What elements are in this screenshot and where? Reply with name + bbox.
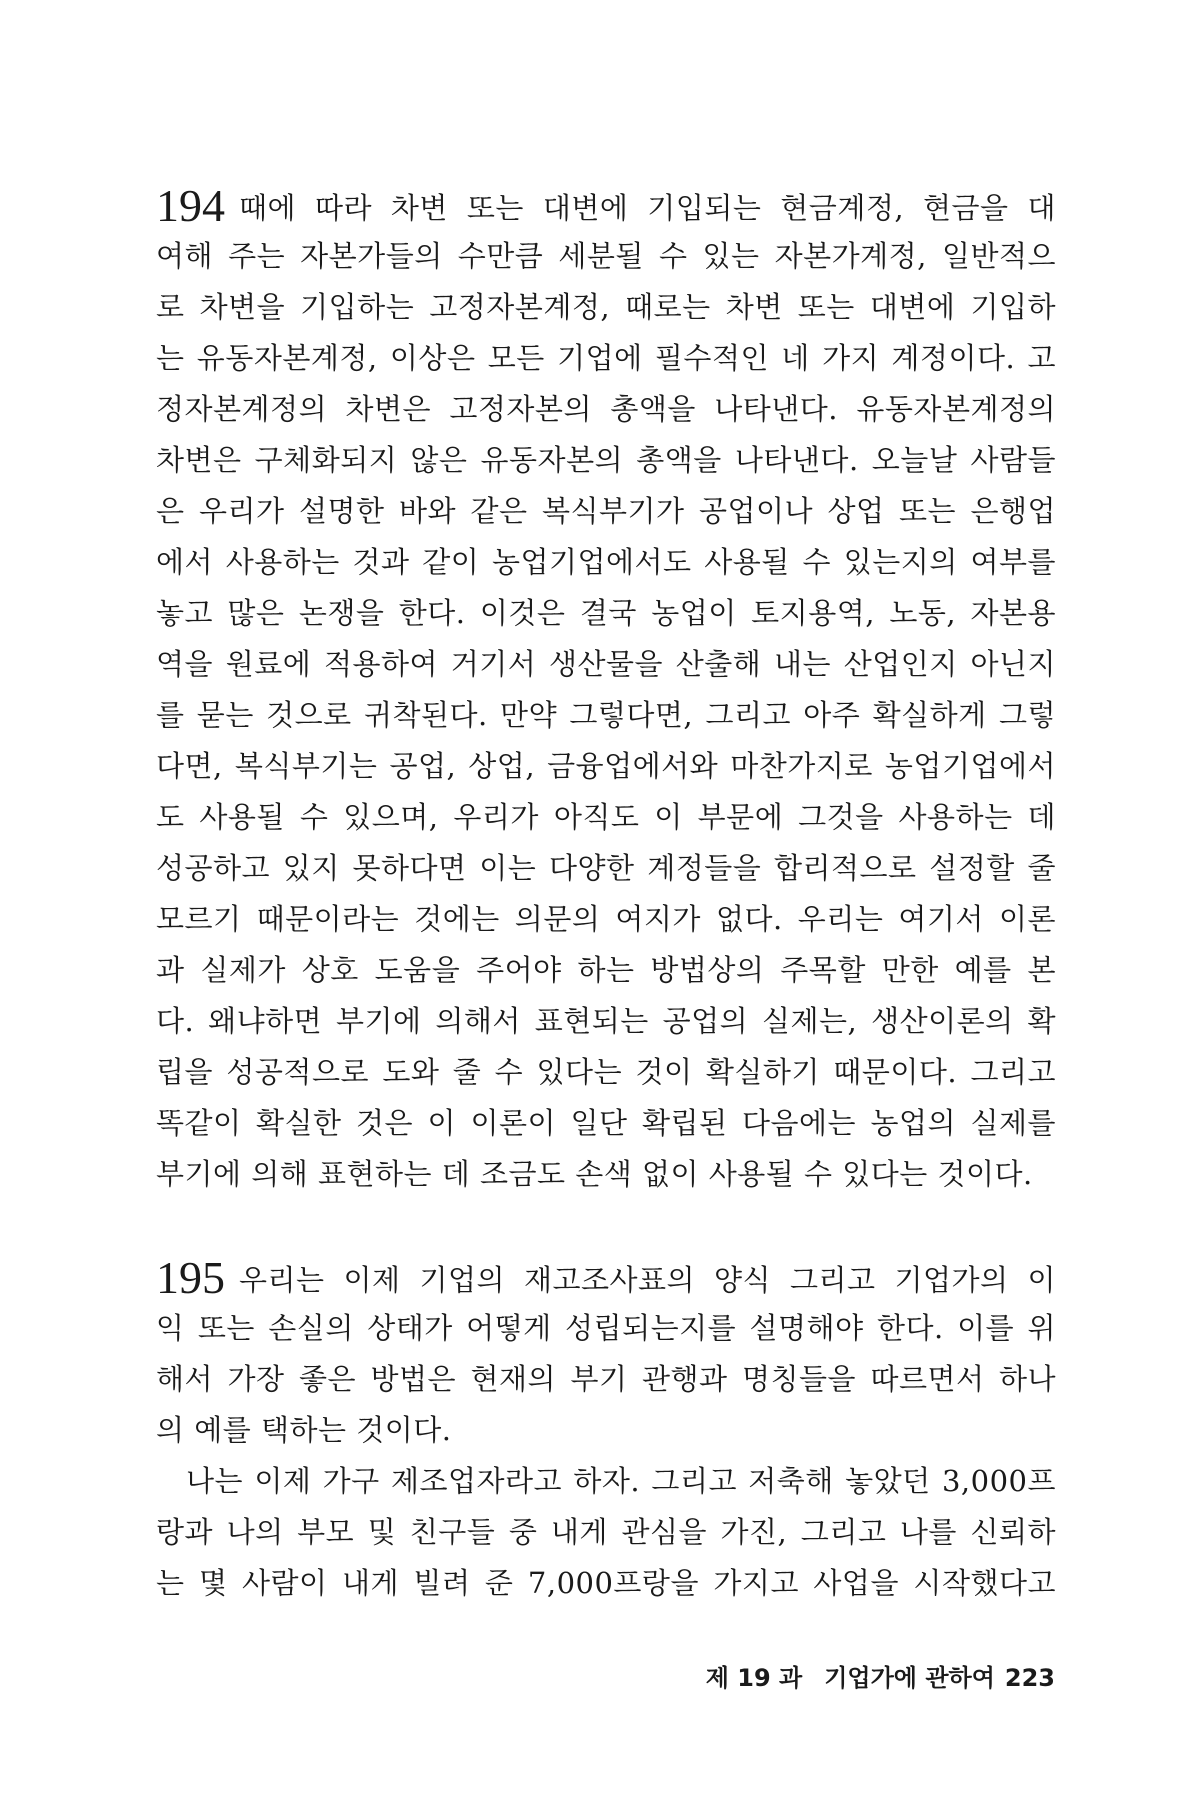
page-number: 223: [1004, 1664, 1055, 1692]
text-line: 의 예를 택하는 것이다.: [156, 1413, 452, 1447]
text-line: 립을 성공적으로 도와 줄 수 있다는 것이 확실하기 때문이다. 그리고: [156, 1055, 1056, 1089]
text-line: 랑과 나의 부모 및 친구들 중 내게 관심을 가진, 그리고 나를 신뢰하: [156, 1515, 1056, 1549]
text-line: 나는 이제 가구 제조업자라고 하자. 그리고 저축해 놓았던 3,000프: [186, 1464, 1056, 1498]
text-line: 모르기 때문이라는 것에는 의문의 여지가 없다. 우리는 여기서 이론: [156, 902, 1056, 936]
text-line: 차변은 구체화되지 않은 유동자본의 총액을 나타낸다. 오늘날 사람들: [156, 443, 1056, 477]
text-line: 도 사용될 수 있으며, 우리가 아직도 이 부문에 그것을 사용하는 데: [156, 800, 1056, 834]
page-body: [156, 180, 1056, 1609]
section-number: 194: [156, 180, 225, 231]
text-line: 다면, 복식부기는 공업, 상업, 금융업에서와 마찬가지로 농업기업에서: [156, 749, 1056, 783]
text-line: 익 또는 손실의 상태가 어떻게 성립되는지를 설명해야 한다. 이를 위: [156, 1311, 1056, 1345]
footer-chapter: 제 19 과: [705, 1664, 803, 1692]
section-number: 195: [156, 1252, 225, 1303]
text-line: 성공하고 있지 못하다면 이는 다양한 계정들을 합리적으로 설정할 줄: [156, 851, 1056, 885]
text-line: 똑같이 확실한 것은 이 이론이 일단 확립된 다음에는 농업의 실제를: [156, 1106, 1056, 1140]
running-footer: [706, 1658, 1055, 1693]
text-line: 은 우리가 설명한 바와 같은 복식부기가 공업이나 상업 또는 은행업: [156, 494, 1056, 528]
text-line: 해서 가장 좋은 방법은 현재의 부기 관행과 명칭들을 따르면서 하나: [156, 1362, 1056, 1396]
text-line: 역을 원료에 적용하여 거기서 생산물을 산출해 내는 산업인지 아닌지: [156, 647, 1056, 681]
footer-title: 기업가에 관하여: [824, 1664, 995, 1692]
text-line: 로 차변을 기입하는 고정자본계정, 때로는 차변 또는 대변에 기입하: [156, 290, 1056, 324]
text-line: 를 묻는 것으로 귀착된다. 만약 그렇다면, 그리고 아주 확실하게 그렇: [156, 698, 1056, 732]
text-line: 놓고 많은 논쟁을 한다. 이것은 결국 농업이 토지용역, 노동, 자본용: [156, 596, 1056, 630]
line-text: 우리는 이제 기업의 재고조사표의 양식 그리고 기업가의 이: [239, 1263, 1056, 1297]
paragraph-gap: [156, 1200, 1056, 1252]
section-194: [156, 180, 1056, 1200]
text-line: 에서 사용하는 것과 같이 농업기업에서도 사용될 수 있는지의 여부를: [156, 545, 1056, 579]
section-195: [156, 1252, 1056, 1609]
text-line: 정자본계정의 차변은 고정자본의 총액을 나타낸다. 유동자본계정의: [156, 392, 1056, 426]
text-line: [156, 1252, 1056, 1303]
text-line: 는 유동자본계정, 이상은 모든 기업에 필수적인 네 가지 계정이다. 고: [156, 341, 1056, 375]
text-line: 부기에 의해 표현하는 데 조금도 손색 없이 사용될 수 있다는 것이다.: [156, 1157, 1033, 1191]
text-line: [156, 180, 1056, 231]
text-line: 는 몇 사람이 내게 빌려 준 7,000프랑을 가지고 사업을 시작했다고: [156, 1566, 1056, 1600]
text-line: 여해 주는 자본가들의 수만큼 세분될 수 있는 자본가계정, 일반적으: [156, 239, 1056, 273]
text-line: 과 실제가 상호 도움을 주어야 하는 방법상의 주목할 만한 예를 본: [156, 953, 1056, 987]
text-line: 다. 왜냐하면 부기에 의해서 표현되는 공업의 실제는, 생산이론의 확: [156, 1004, 1056, 1038]
line-text: 때에 따라 차변 또는 대변에 기입되는 현금계정, 현금을 대: [239, 191, 1056, 225]
